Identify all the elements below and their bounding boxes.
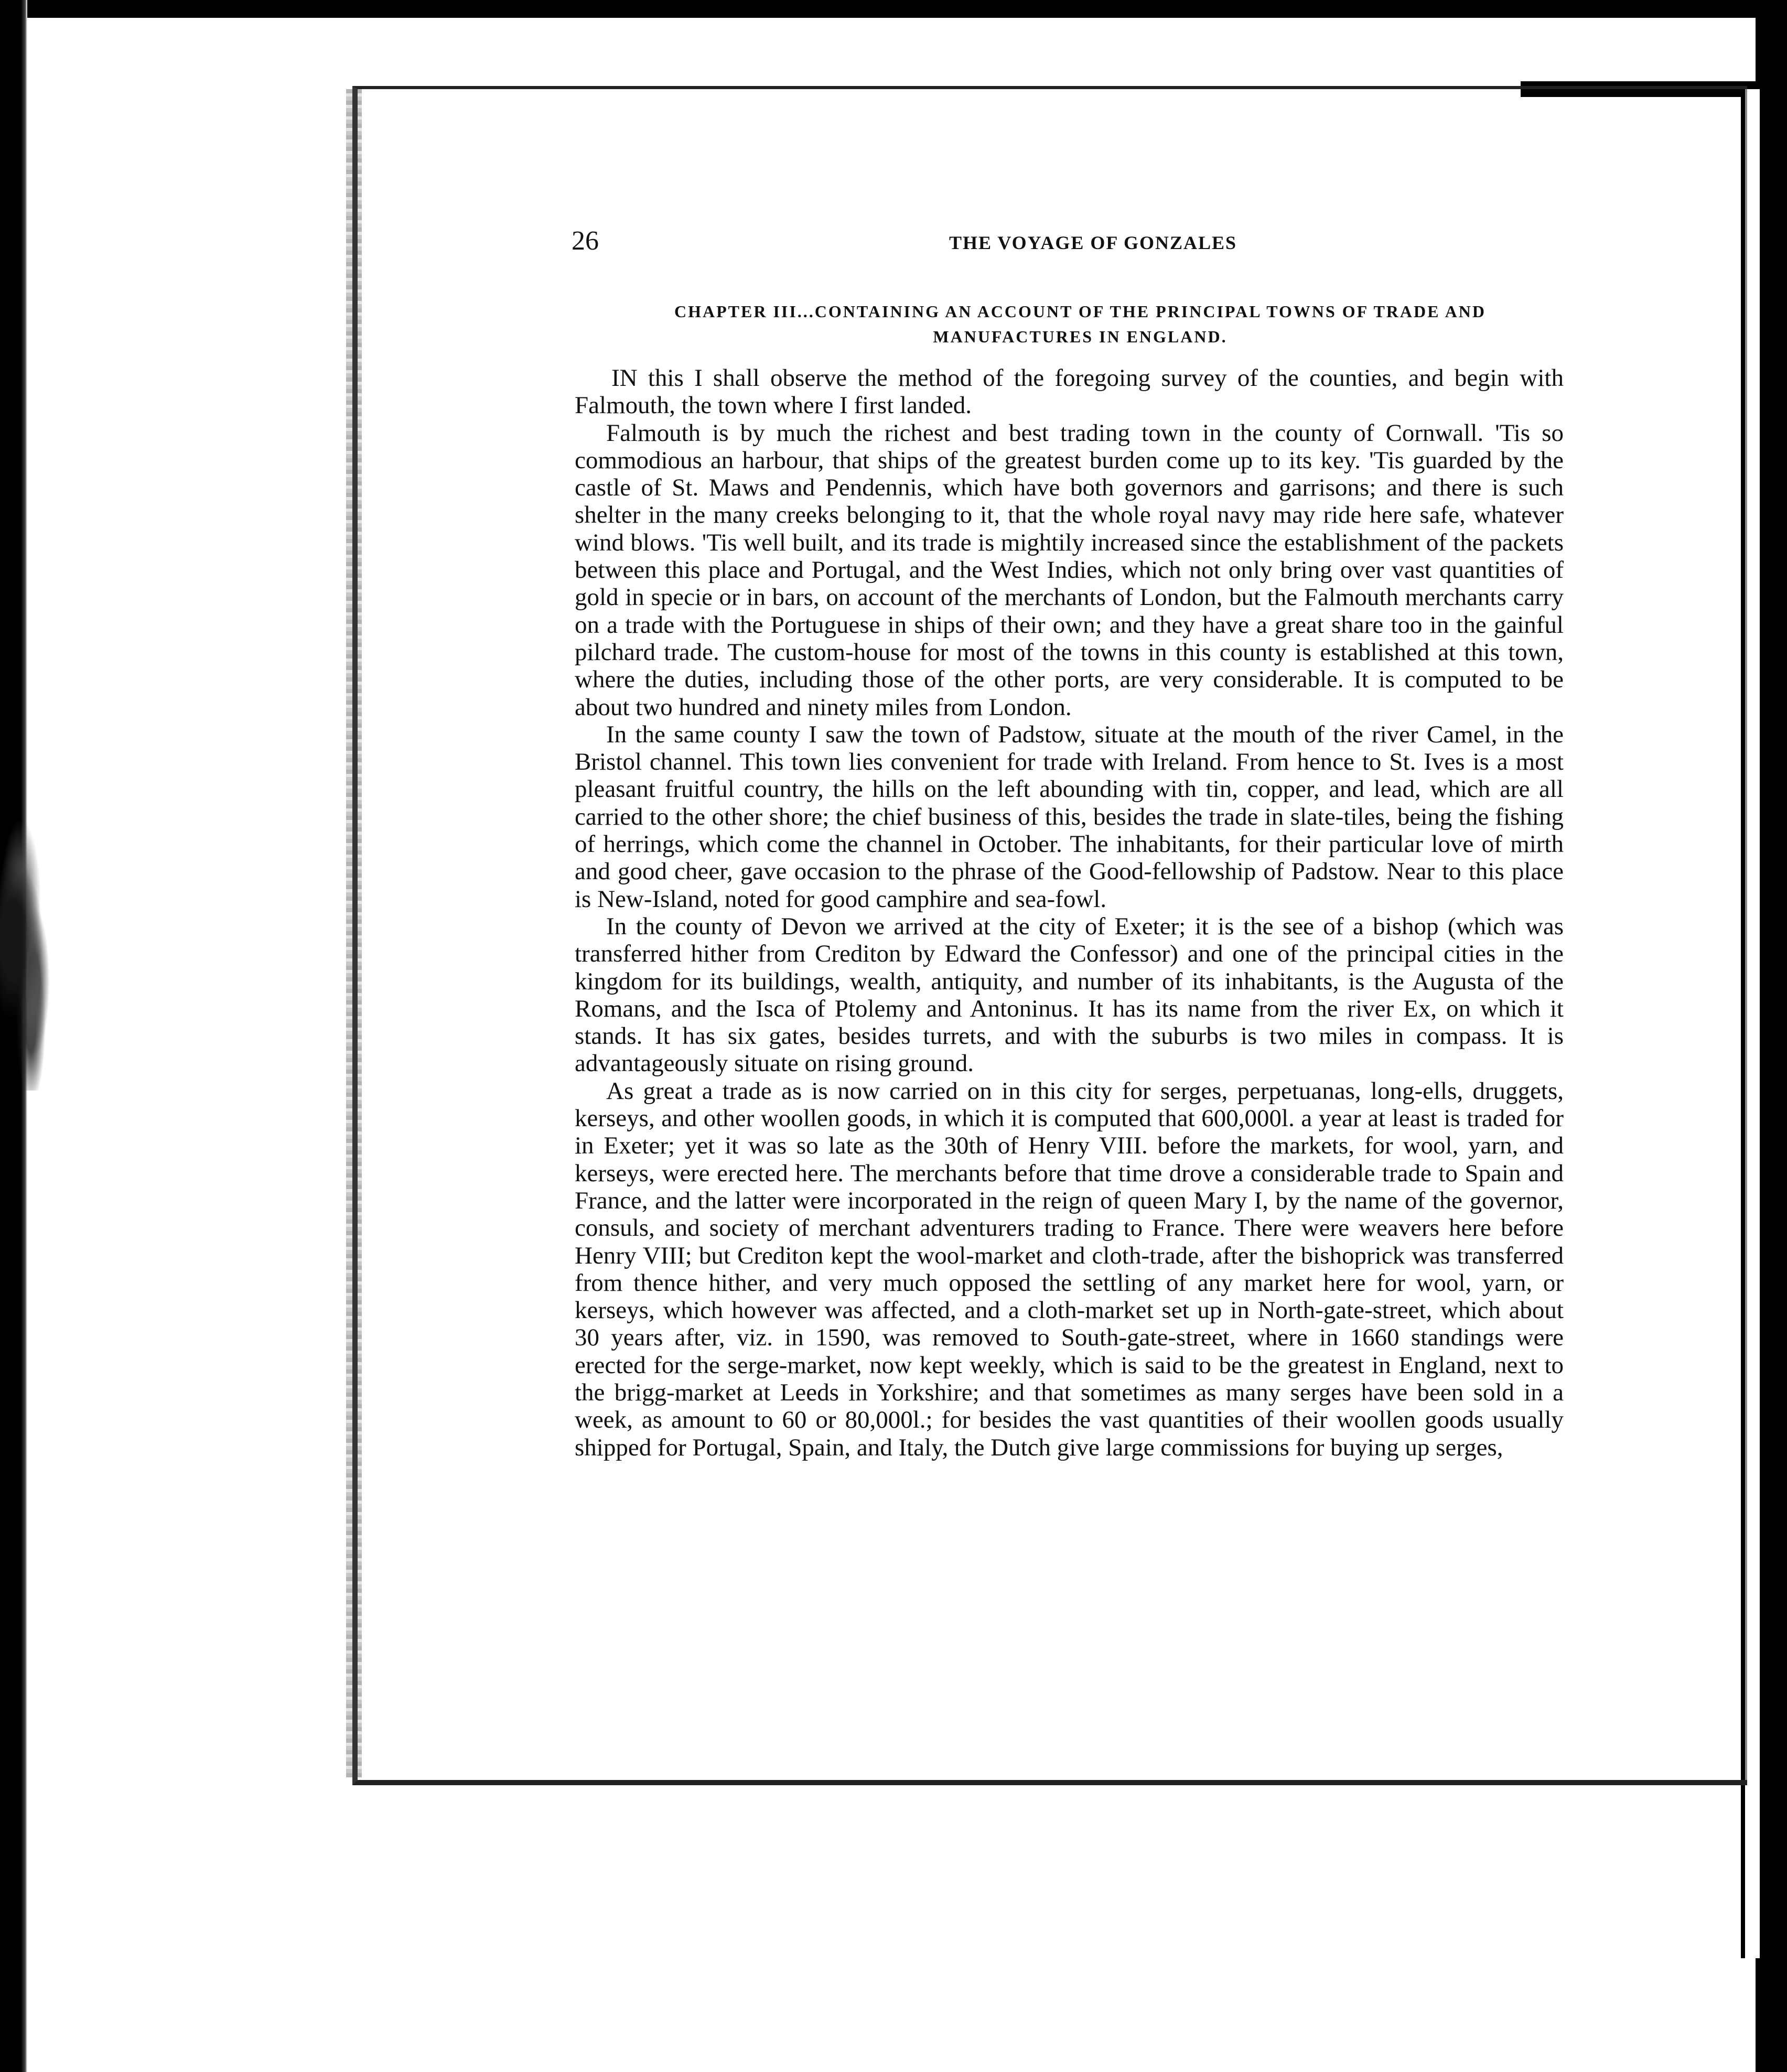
paragraph: IN this I shall observe the method of the foregoing survey of the counties, and begin with Falmouth, the town where I first landed. (575, 364, 1564, 419)
chapter-heading: CHAPTER III...CONTAINING AN ACCOUNT OF THE PRINCIPAL TOWNS OF TRADE AND MANUFACTURES IN ENGLAND. (674, 302, 1487, 346)
running-title: THE VOYAGE OF GONZALES (949, 232, 1237, 253)
body-text (575, 364, 1564, 1461)
running-head (572, 223, 1568, 260)
paragraph: Falmouth is by much the richest and best trading town in the county of Cornwall. 'Tis so commodious an harbour, that ships of the greatest burden come up to its key. 'Tis guarded by the castle of St. Maws and Pendennis, which have both governors and garrisons; and there is such shelter in the many creeks belonging to it, that the whole royal navy may ride here safe, whatever wind blows. 'Tis well built, and its trade is mightily increased since the establishment of the packets between this place and Portugal, and the West Indies, which not only bring over vast quantities of gold in specie or in bars, on account of the merchants of London, but the Falmouth merchants carry on a trade with the Portuguese in ships of their own; and they have a great share too in the gainful pilchard trade. The custom-house for most of the towns in this county is established at this town, where the duties, including those of the other ports, are very considerable. It is computed to be about two hundred and ninety miles from London. (575, 419, 1564, 721)
scan-stain (0, 818, 68, 1091)
scan-right-border (1756, 0, 1787, 2072)
paragraph: As great a trade as is now carried on in this city for serges, perpetuanas, long-ells, druggets, kerseys, and other woollen goods, in which it is computed that 600,000l. a year at least is traded for in Exeter; yet it was so late as the 30th of Henry VIII. before the markets, for wool, yarn, and kerseys, were erected here. The merchants before that time drove a considerable trade to Spain and France, and the latter were incorporated in the reign of queen Mary I, by the name of the governor, consuls, and society of merchant adventurers trading to France. There were weavers here before Henry VIII; but Crediton kept the wool-market and cloth-trade, after the bishoprick was transferred from thence hither, and very much opposed the settling of any market here for wool, yarn, or kerseys, which however was affected, and a cloth-market set up in North-gate-street, which about 30 years after, viz. in 1590, was removed to South-gate-street, where in 1660 standings were erected for the serge-market, now kept weekly, which is said to be the greatest in England, next to the brigg-market at Leeds in Yorkshire; and that sometimes as many serges have been sold in a week, as amount to 60 or 80,000l.; for besides the vast quantities of their woollen goods usually shipped for Portugal, Spain, and Italy, the Dutch give large commissions for buying up serges, (575, 1077, 1564, 1461)
scan-top-border (0, 0, 1787, 18)
paragraph: In the county of Devon we arrived at the city of Exeter; it is the see of a bishop (which was transferred hither from Crediton by Edward the Confessor) and one of the principal cities in the kingdom for its buildings, wealth, antiquity, and number of its inhabitants, is the Augusta of the Romans, and the Isca of Ptolemy and Antoninus. It has its name from the river Ex, on which it stands. It has six gates, besides turrets, and with the suburbs is two miles in compass. It is advantageously situate on rising ground. (575, 912, 1564, 1077)
paragraph: In the same county I saw the town of Padstow, situate at the mouth of the river Camel, in the Bristol channel. This town lies convenient for trade with Ireland. From hence to St. Ives is a most pleasant fruitful country, the hills on the left abounding with tin, copper, and lead, which are all carried to the other shore; the chief business of this, besides the trade in slate-tiles, being the fishing of herrings, which come the channel in October. The inhabitants, for their particular love of mirth and good cheer, gave occasion to the phrase of the Good-fellowship of Padstow. Near to this place is New-Island, noted for good camphire and sea-fowl. (575, 720, 1564, 913)
page-number: 26 (572, 226, 599, 256)
